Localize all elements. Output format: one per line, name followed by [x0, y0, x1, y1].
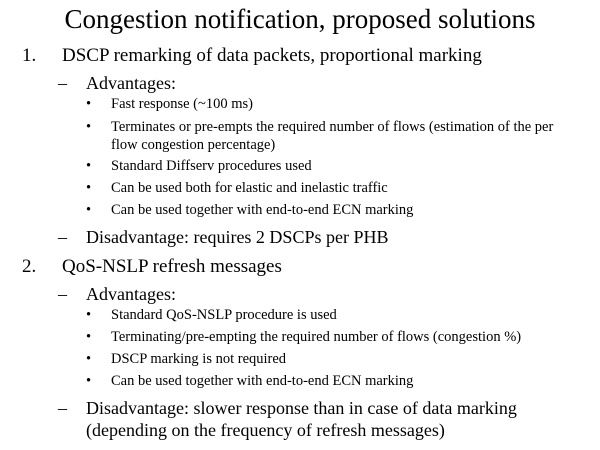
list-item-text: Terminating/pre-empting the required number of flows (congestion %) — [111, 329, 522, 345]
list-item-text: Terminates or pre-empts the required number of flows (estimation of the per flow congestion percentage) — [111, 119, 554, 153]
dash-marker: – — [58, 227, 67, 247]
advantages-label: Advantages: — [86, 73, 176, 93]
list-item-text: Can be used together with end-to-end ECN marking — [111, 202, 414, 218]
dash-marker: – — [58, 73, 67, 93]
dash-marker: – — [58, 398, 67, 418]
disadvantage-text: Disadvantage: slower response than in case of data marking (depending on the frequency of refresh messages) — [86, 398, 517, 440]
bullet-icon: • — [86, 351, 92, 367]
bullet-icon: • — [86, 307, 92, 323]
section-number: 1. — [22, 45, 37, 66]
bullet-icon: • — [86, 158, 92, 174]
advantages-label: Advantages: — [86, 284, 176, 304]
list-item-text: Fast response (~100 ms) — [111, 96, 253, 112]
list-item-text: Can be used together with end-to-end ECN marking — [111, 373, 414, 389]
bullet-icon: • — [86, 96, 92, 112]
bullet-icon: • — [86, 373, 92, 389]
slide-title: Congestion notification, proposed solutions — [64, 4, 536, 34]
list-item-text: Standard Diffserv procedures used — [111, 158, 312, 174]
disadvantage-text: Disadvantage: requires 2 DSCPs per PHB — [86, 227, 389, 247]
bullet-icon: • — [86, 119, 92, 135]
list-item-text: Can be used both for elastic and inelastic traffic — [111, 180, 388, 196]
dash-marker: – — [58, 284, 67, 304]
bullet-icon: • — [86, 329, 92, 345]
list-item-text: DSCP marking is not required — [111, 351, 287, 367]
section-heading: DSCP remarking of data packets, proportional marking — [62, 45, 482, 66]
bullet-icon: • — [86, 180, 92, 196]
section-heading: QoS-NSLP refresh messages — [62, 256, 282, 277]
bullet-icon: • — [86, 202, 92, 218]
section-number: 2. — [22, 256, 37, 277]
list-item-text: Standard QoS-NSLP procedure is used — [111, 307, 337, 323]
